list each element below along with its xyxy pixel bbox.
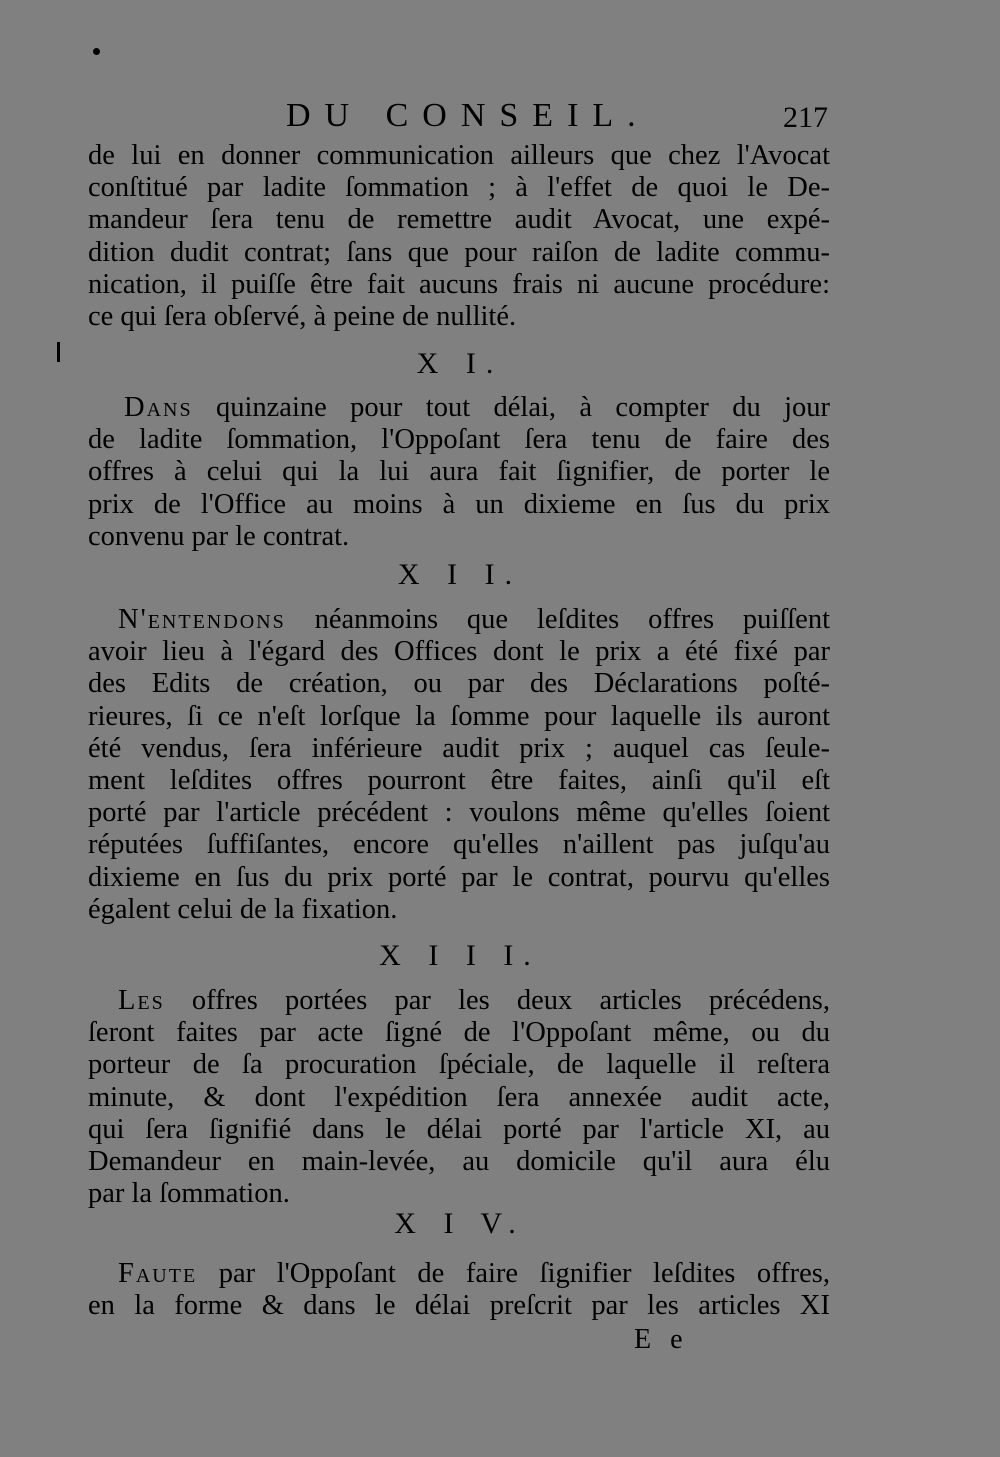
article-number-xii: X I I.	[397, 558, 523, 591]
text-line: rieures, ſi ce n'eſt lorſque la ſomme pour laquelle ils auront	[88, 700, 830, 732]
text-line: offres à celui qui la lui aura fait ſignifier, de porter le	[88, 456, 830, 488]
article-number-xiv: X I V.	[394, 1207, 526, 1240]
lead-word: Les	[118, 985, 165, 1016]
text-line: ſeront faites par acte ſigné de l'Oppoſant même, ou du	[88, 1017, 830, 1049]
text-line: Demandeur en main-levée, au domicile qu'il aura élu	[88, 1146, 830, 1177]
text-line: minute, & dont l'expédition ſera annexée audit acte,	[88, 1081, 830, 1113]
text-line	[118, 1258, 830, 1290]
article-xiii-text-body	[88, 1017, 830, 1210]
text-line: été vendus, ſera inférieure audit prix ; auquel cas ſeule-	[88, 732, 830, 764]
text-line: conſtitué par ladite ſommation ; à l'effet de quoi le De-	[88, 172, 830, 204]
article-xi-text	[124, 392, 830, 424]
text-line: en la forme & dans le délai preſcrit par les articles XI	[88, 1290, 830, 1322]
ink-dot-mark	[93, 48, 100, 55]
continued-paragraph	[88, 140, 830, 333]
text-line: qui ſera ſignifié dans le délai porté par l'article XI, au	[88, 1113, 830, 1145]
text-line: dixieme en ſus du prix porté par le contrat, pourvu qu'elles	[88, 861, 830, 893]
text-line: prix de l'Office au moins à un dixieme en ſus du prix	[88, 488, 830, 520]
text-line: égalent celui de la fixation.	[88, 893, 398, 925]
text-line: par la ſommation.	[88, 1178, 290, 1210]
text-line: réputées ſuffiſantes, encore qu'elles n'aillent pas juſqu'au	[88, 829, 830, 861]
article-number-xi: X I.	[416, 347, 504, 380]
page-number: 217	[783, 101, 828, 134]
page-header	[88, 94, 828, 138]
text-line: des Edits de création, ou par des Déclarations poſté-	[88, 668, 830, 700]
text-line	[124, 392, 830, 424]
running-title: DU CONSEIL.	[286, 97, 650, 134]
article-number-xiii: X I I I.	[379, 939, 541, 972]
text-line: ment leſdites offres pourront être faites, ainſi qu'il eſt	[88, 765, 830, 796]
text-line	[118, 985, 830, 1017]
text-line: porteur de ſa procuration ſpéciale, de laquelle il reſtera	[88, 1049, 830, 1081]
text-line: mandeur ſera tenu de remettre audit Avocat, une expé-	[88, 204, 830, 236]
text-line: de lui en donner communication ailleurs que chez l'Avocat	[88, 140, 830, 171]
article-xiii-text	[118, 985, 830, 1017]
lead-word: N'entendons	[118, 604, 286, 635]
article-xiv-text-body	[88, 1290, 830, 1322]
text-line: dition dudit contrat; ſans que pour raiſon de ladite commu-	[88, 236, 830, 268]
text-line: avoir lieu à l'égard des Offices dont le prix a été fixé par	[88, 636, 830, 668]
article-xii-text	[118, 604, 830, 636]
text-line-rest: par l'Oppoſant de faire ſignifier leſdites offres,	[197, 1258, 830, 1289]
text-line: de ladite ſommation, l'Oppoſant ſera tenu de faire des	[88, 424, 830, 456]
lead-word: Faute	[118, 1258, 198, 1289]
text-line-rest: quinzaine pour tout délai, à compter du jour	[192, 392, 830, 423]
text-line-rest: offres portées par les deux articles précédens,	[164, 985, 830, 1016]
text-line	[118, 604, 830, 636]
article-xi-text-body	[88, 424, 830, 553]
text-line-rest: néanmoins que leſdites offres puiſſent	[285, 604, 830, 635]
article-xiv-text	[118, 1258, 830, 1290]
lead-word: Dans	[124, 392, 193, 423]
text-line: porté par l'article précédent : voulons même qu'elles ſoient	[88, 797, 830, 829]
text-line: nication, il puiſſe être fait aucuns frais ni aucune procédure:	[88, 268, 830, 300]
signature-mark: E e	[634, 1324, 689, 1355]
article-xii-text-body	[88, 636, 830, 926]
text-line: convenu par le contrat.	[88, 520, 350, 552]
text-line: ce qui ſera obſervé, à peine de nullité.	[88, 301, 517, 333]
